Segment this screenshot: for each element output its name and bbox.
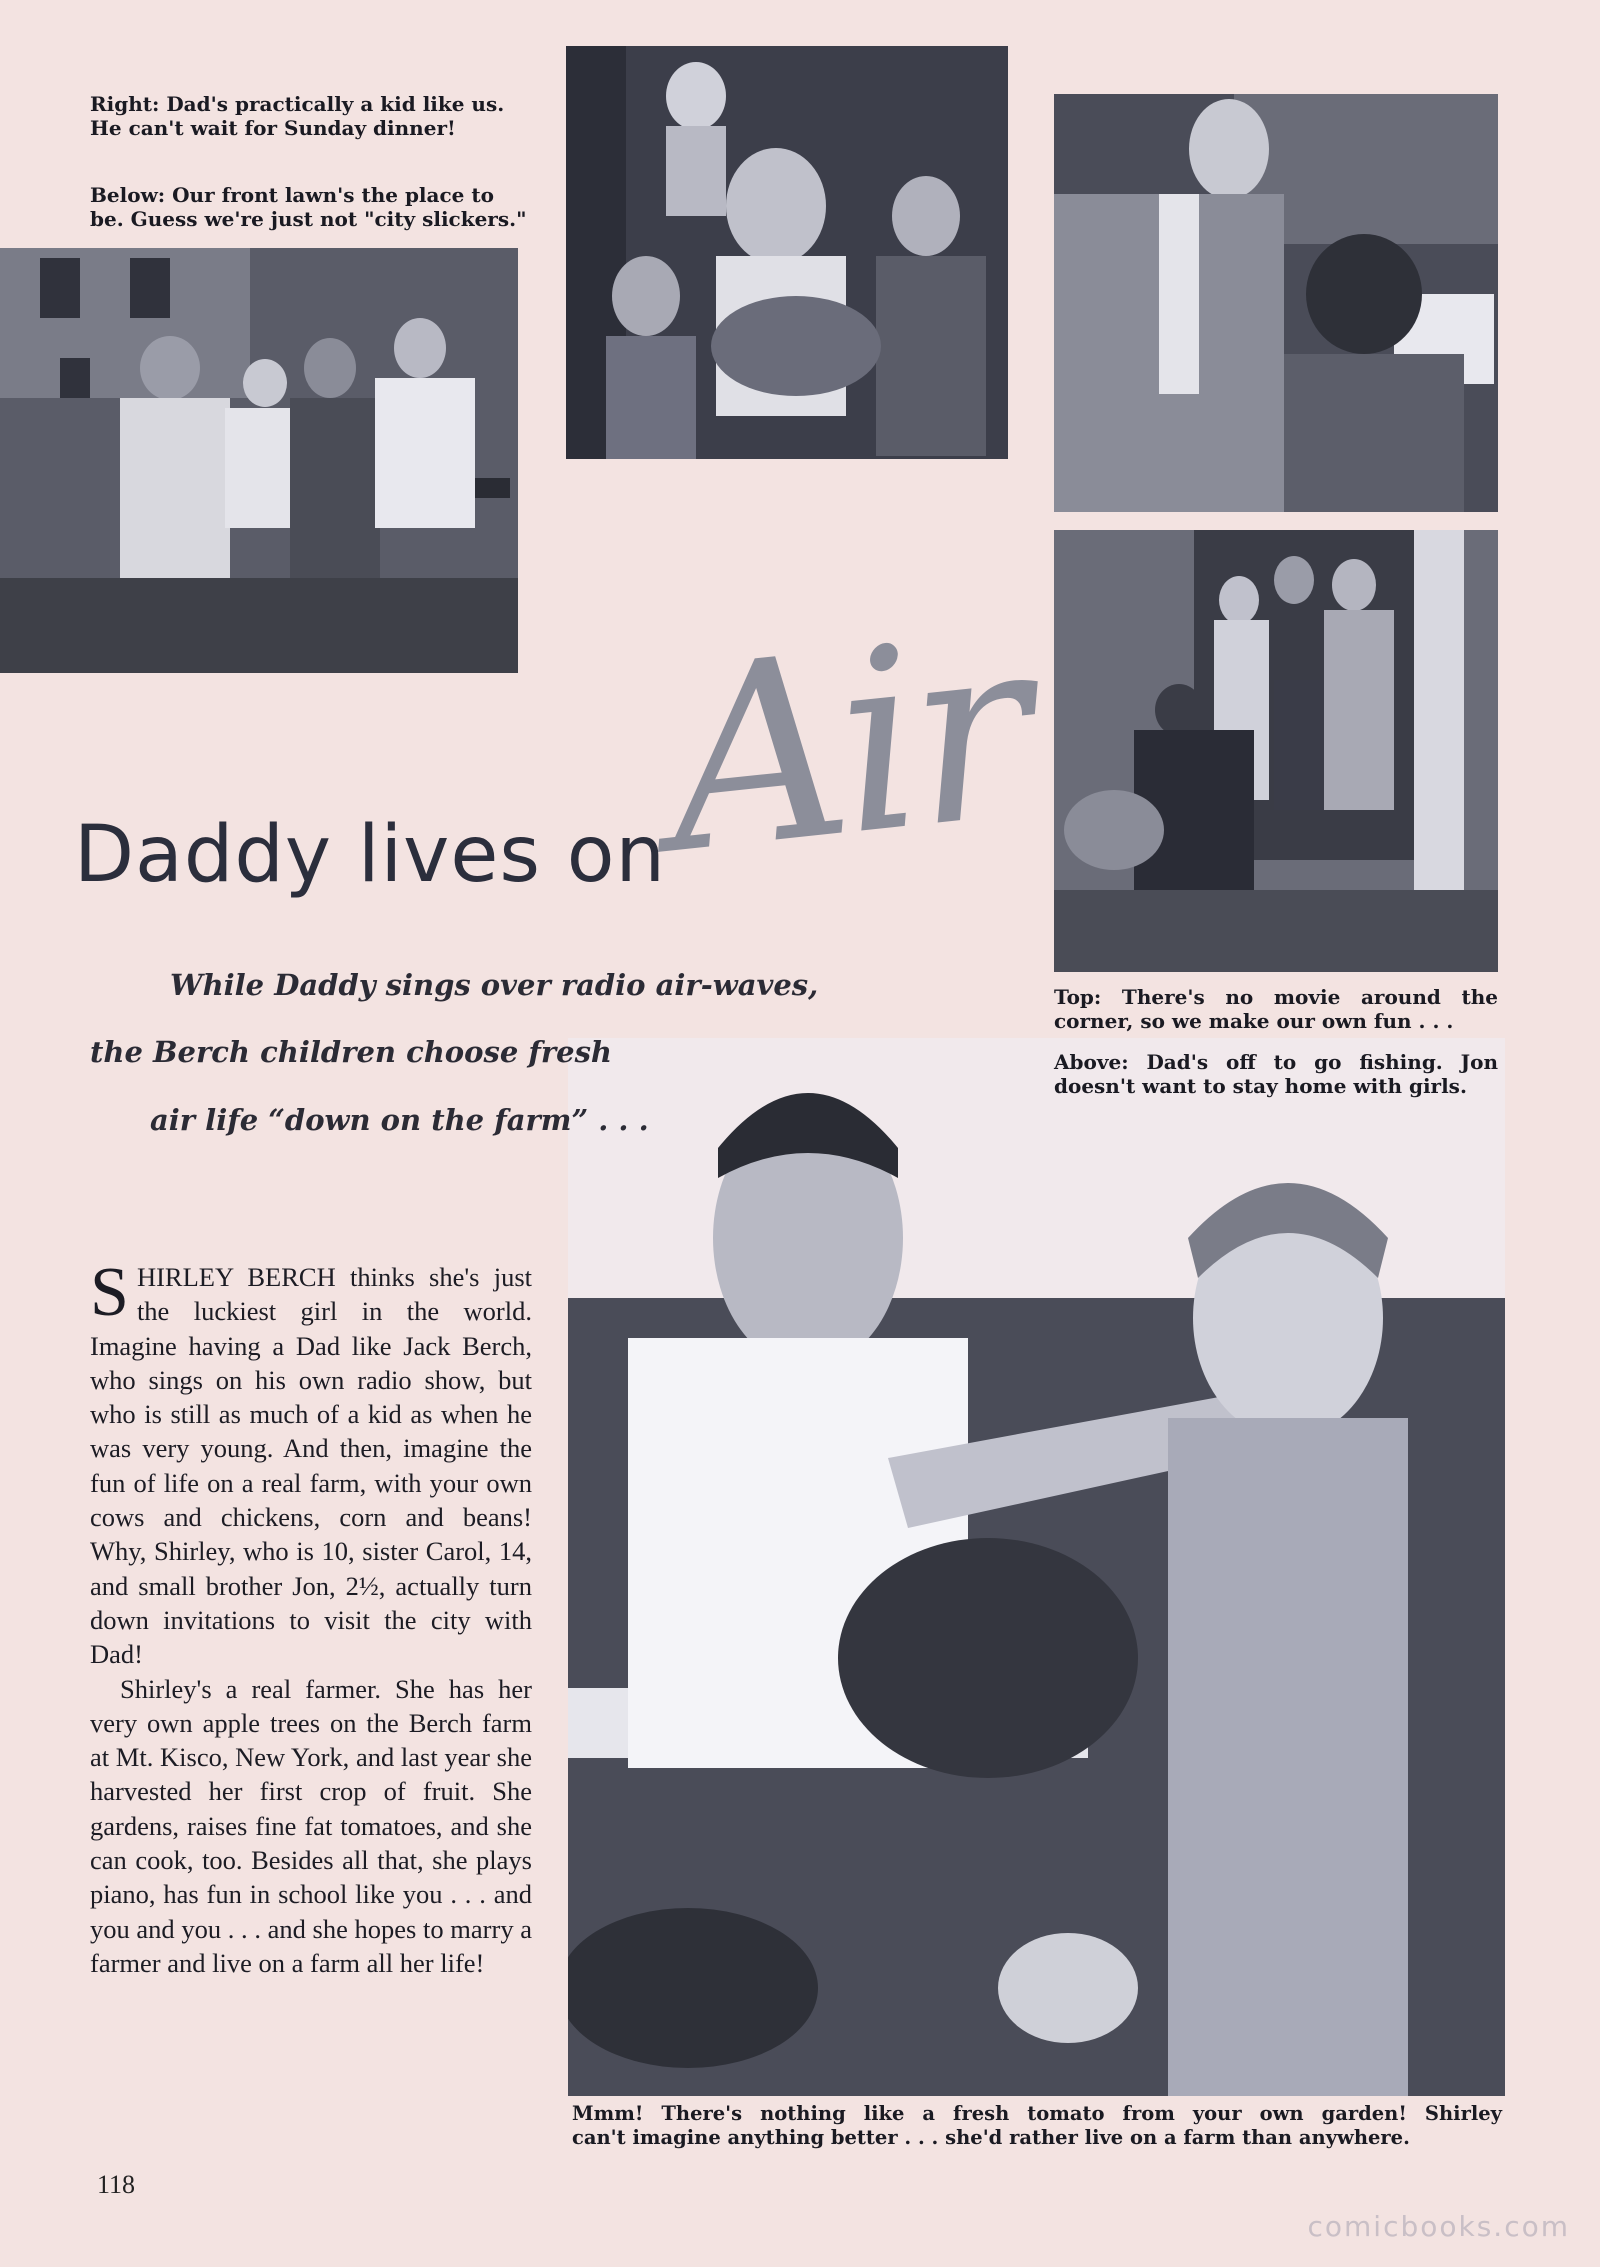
subtitle-line-3: air life “down on the farm” . . . bbox=[150, 1103, 649, 1137]
caption-below-line-1: Below: Our front lawn's the place to bbox=[90, 183, 494, 207]
caption-right bbox=[90, 92, 530, 140]
caption-above-line-1: Above: Dad's off to go fishing. Jon bbox=[1054, 1050, 1498, 1074]
subtitle-line-1: While Daddy sings over radio air-waves, bbox=[170, 968, 819, 1002]
caption-top bbox=[1054, 985, 1498, 1033]
article-paragraph-1-text: HIRLEY BERCH thinks she's just the luckiest girl in the world. Imagine having a Dad like Jack Berch, who sings on his own radio show, but who is still as much of a kid as when he was very young. And then, imagine the fun of life on a real farm, with your own cows and chickens, corn and beans! Why, Shirley, who is 10, sister Carol, 14, and small brother Jon, 2½, actually turn down invitations to visit the city with Dad! bbox=[90, 1262, 532, 1670]
sunday-dinner-photo bbox=[566, 46, 1008, 459]
sunday-dinner-image bbox=[566, 46, 1008, 459]
caption-main bbox=[572, 2102, 1502, 2150]
fishing-doorway-photo bbox=[1054, 530, 1498, 972]
article-paragraph-1 bbox=[90, 1254, 532, 1672]
caption-top-line-1: Top: There's no movie around the bbox=[1054, 985, 1498, 1009]
caption-right-line-1: Right: Dad's practically a kid like us. bbox=[90, 92, 505, 116]
fishing-doorway-image bbox=[1054, 530, 1498, 972]
caption-above bbox=[1054, 1050, 1498, 1098]
page-number: 118 bbox=[97, 2170, 136, 2199]
watermark: comicbooks.com bbox=[1307, 2210, 1570, 2243]
subtitle-line-2: the Berch children choose fresh bbox=[90, 1035, 612, 1069]
caption-main-line-2: can't imagine anything better . . . she'd rather live on a farm than anywhere. bbox=[572, 2126, 1410, 2149]
family-on-lawn-image bbox=[0, 248, 518, 673]
page-title: Daddy lives on bbox=[74, 810, 666, 900]
caption-right-line-2: He can't wait for Sunday dinner! bbox=[90, 116, 456, 140]
piano-photo bbox=[1054, 94, 1498, 512]
piano-image bbox=[1054, 94, 1498, 512]
tomato-garden-image bbox=[568, 1038, 1505, 2096]
caption-below-line-2: be. Guess we're just not "city slickers." bbox=[90, 207, 527, 231]
caption-top-line-2: corner, so we make our own fun . . . bbox=[1054, 1009, 1454, 1033]
title-script-air: Air bbox=[652, 581, 1038, 909]
drop-cap: S bbox=[90, 1254, 129, 1331]
caption-main-line-1: Mmm! There's nothing like a fresh tomato from your own garden! Shirley bbox=[572, 2102, 1502, 2125]
family-on-lawn-photo bbox=[0, 248, 518, 673]
article-body bbox=[90, 1254, 532, 1980]
tomato-garden-photo bbox=[568, 1038, 1505, 2096]
caption-above-line-2: doesn't want to stay home with girls. bbox=[1054, 1074, 1467, 1098]
article-paragraph-2: Shirley's a real farmer. She has her very own apple trees on the Berch farm at Mt. Kisco, New York, and last year she harvested her first crop of fruit. She gardens, raises fine fat tomatoes, and she can cook, too. Besides all that, she plays piano, has fun in school like you . . . and you and you . . . and she hopes to marry a farmer and live on a farm all her life! bbox=[90, 1673, 532, 1978]
caption-below bbox=[90, 183, 530, 231]
